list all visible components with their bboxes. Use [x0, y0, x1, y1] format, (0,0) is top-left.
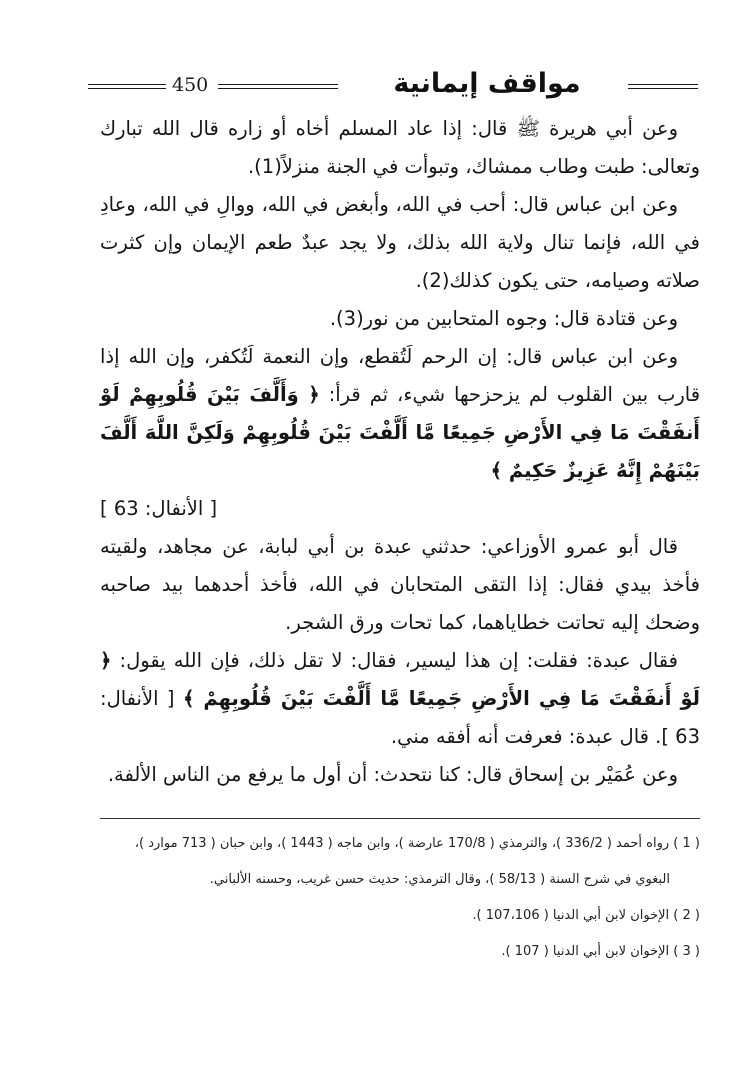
paragraph-abu-hurayra: وعن أبي هريرة ﷺ قال: إذا عاد المسلم أخاه أو زاره قال الله تبارك وتعالى: طبت وطاب ممشاك، وتبوأت في الجنة منزلاً(1).	[100, 117, 700, 178]
paragraph-abda	[100, 642, 700, 756]
footnote-divider	[100, 818, 700, 819]
header-rule-right	[628, 84, 698, 89]
footnote-3: ( 3 ) الإخوان لابن أبي الدنيا ( 107 ).	[501, 944, 700, 959]
verse-reference: [ الأنفال: 63 ]	[100, 497, 218, 520]
footnote-2: ( 2 ) الإخوان لابن أبي الدنيا ( 107،106 ).	[472, 908, 700, 923]
running-title: مواقف إيمانية	[393, 68, 581, 99]
header-rule-left	[88, 84, 166, 89]
paragraph-awzai: قال أبو عمرو الأوزاعي: حدثني عبدة بن أبي لبابة، عن مجاهد، ولقيته فأخذ بيدي فقال: إذا التقى المتحابان في الله، فأخذ أحدهما بيد صاحبه وضحك إليه تحاتت خطاياهما، كما تحات ورق الشجر.	[100, 535, 700, 634]
footnote-1-continued: البغوي في شرح السنة ( 58/13 )، وقال الترمذي: حديث حسن غريب، وحسنه الألباني.	[209, 872, 670, 887]
paragraph-ibn-abbas-2	[100, 338, 700, 490]
paragraph-text: [ الأنفال: 63 ]. قال عبدة: فعرفت أنه أفقه مني.	[100, 687, 700, 748]
header-rule-middle	[218, 84, 338, 89]
paragraph-text: وعن ابن عباس قال: إن الرحم لَتُقطع، وإن النعمة لَتُكفر، وإن الله إذا قارب بين القلوب لم يزحزحها شيء، ثم قرأ:	[100, 345, 701, 406]
main-text	[100, 110, 700, 794]
quran-verse: ﴿ وَأَلَّفَ بَيْنَ قُلُوبِهِمْ لَوْ أَنفَقْتَ مَا فِي الأَرْضِ جَمِيعًا مَّا أَلَّفْتَ بَيْنَ قُلُوبِهِمْ وَلَكِنَّ اللَّهَ أَلَّفَ بَيْنَهُمْ إِنَّهُ عَزِيزٌ حَكِيمٌ ﴾	[100, 383, 700, 482]
paragraph-text: فقال عبدة: فقلت: إن هذا ليسير، فقال: لا تقل ذلك، فإن الله يقول:	[119, 649, 678, 672]
quran-verse: ﴿ لَوْ أَنفَقْتَ مَا فِي الأَرْضِ جَمِيعًا مَّا أَلَّفْتَ بَيْنَ قُلُوبِهِمْ ﴾	[100, 649, 700, 710]
paragraph-ibn-abbas-1: وعن ابن عباس قال: أحب في الله، وأبغض في الله، ووالِ في الله، وعادِ في الله، فإنما تنال ولاية الله بذلك، ولا يجد عبدٌ طعم الإيمان وإن كثرت صلاته وصيامه، حتى يكون كذلك(2).	[100, 193, 700, 292]
page-header	[88, 68, 698, 108]
paragraph-umayr: وعن عُمَيْر بن إسحاق قال: كنا نتحدث: أن أول ما يرفع من الناس الألفة.	[107, 763, 678, 786]
paragraph-qatada: وعن قتادة قال: وجوه المتحابين من نور(3).	[329, 307, 678, 330]
footnote-1: ( 1 ) رواه أحمد ( 336/2 )، والترمذي ( 170/8 عارضة )، وابن ماجه ( 1443 )، وابن حبان ( 713 موارد )،	[134, 836, 700, 851]
page-number: 450	[172, 74, 209, 96]
footnotes	[100, 826, 700, 970]
